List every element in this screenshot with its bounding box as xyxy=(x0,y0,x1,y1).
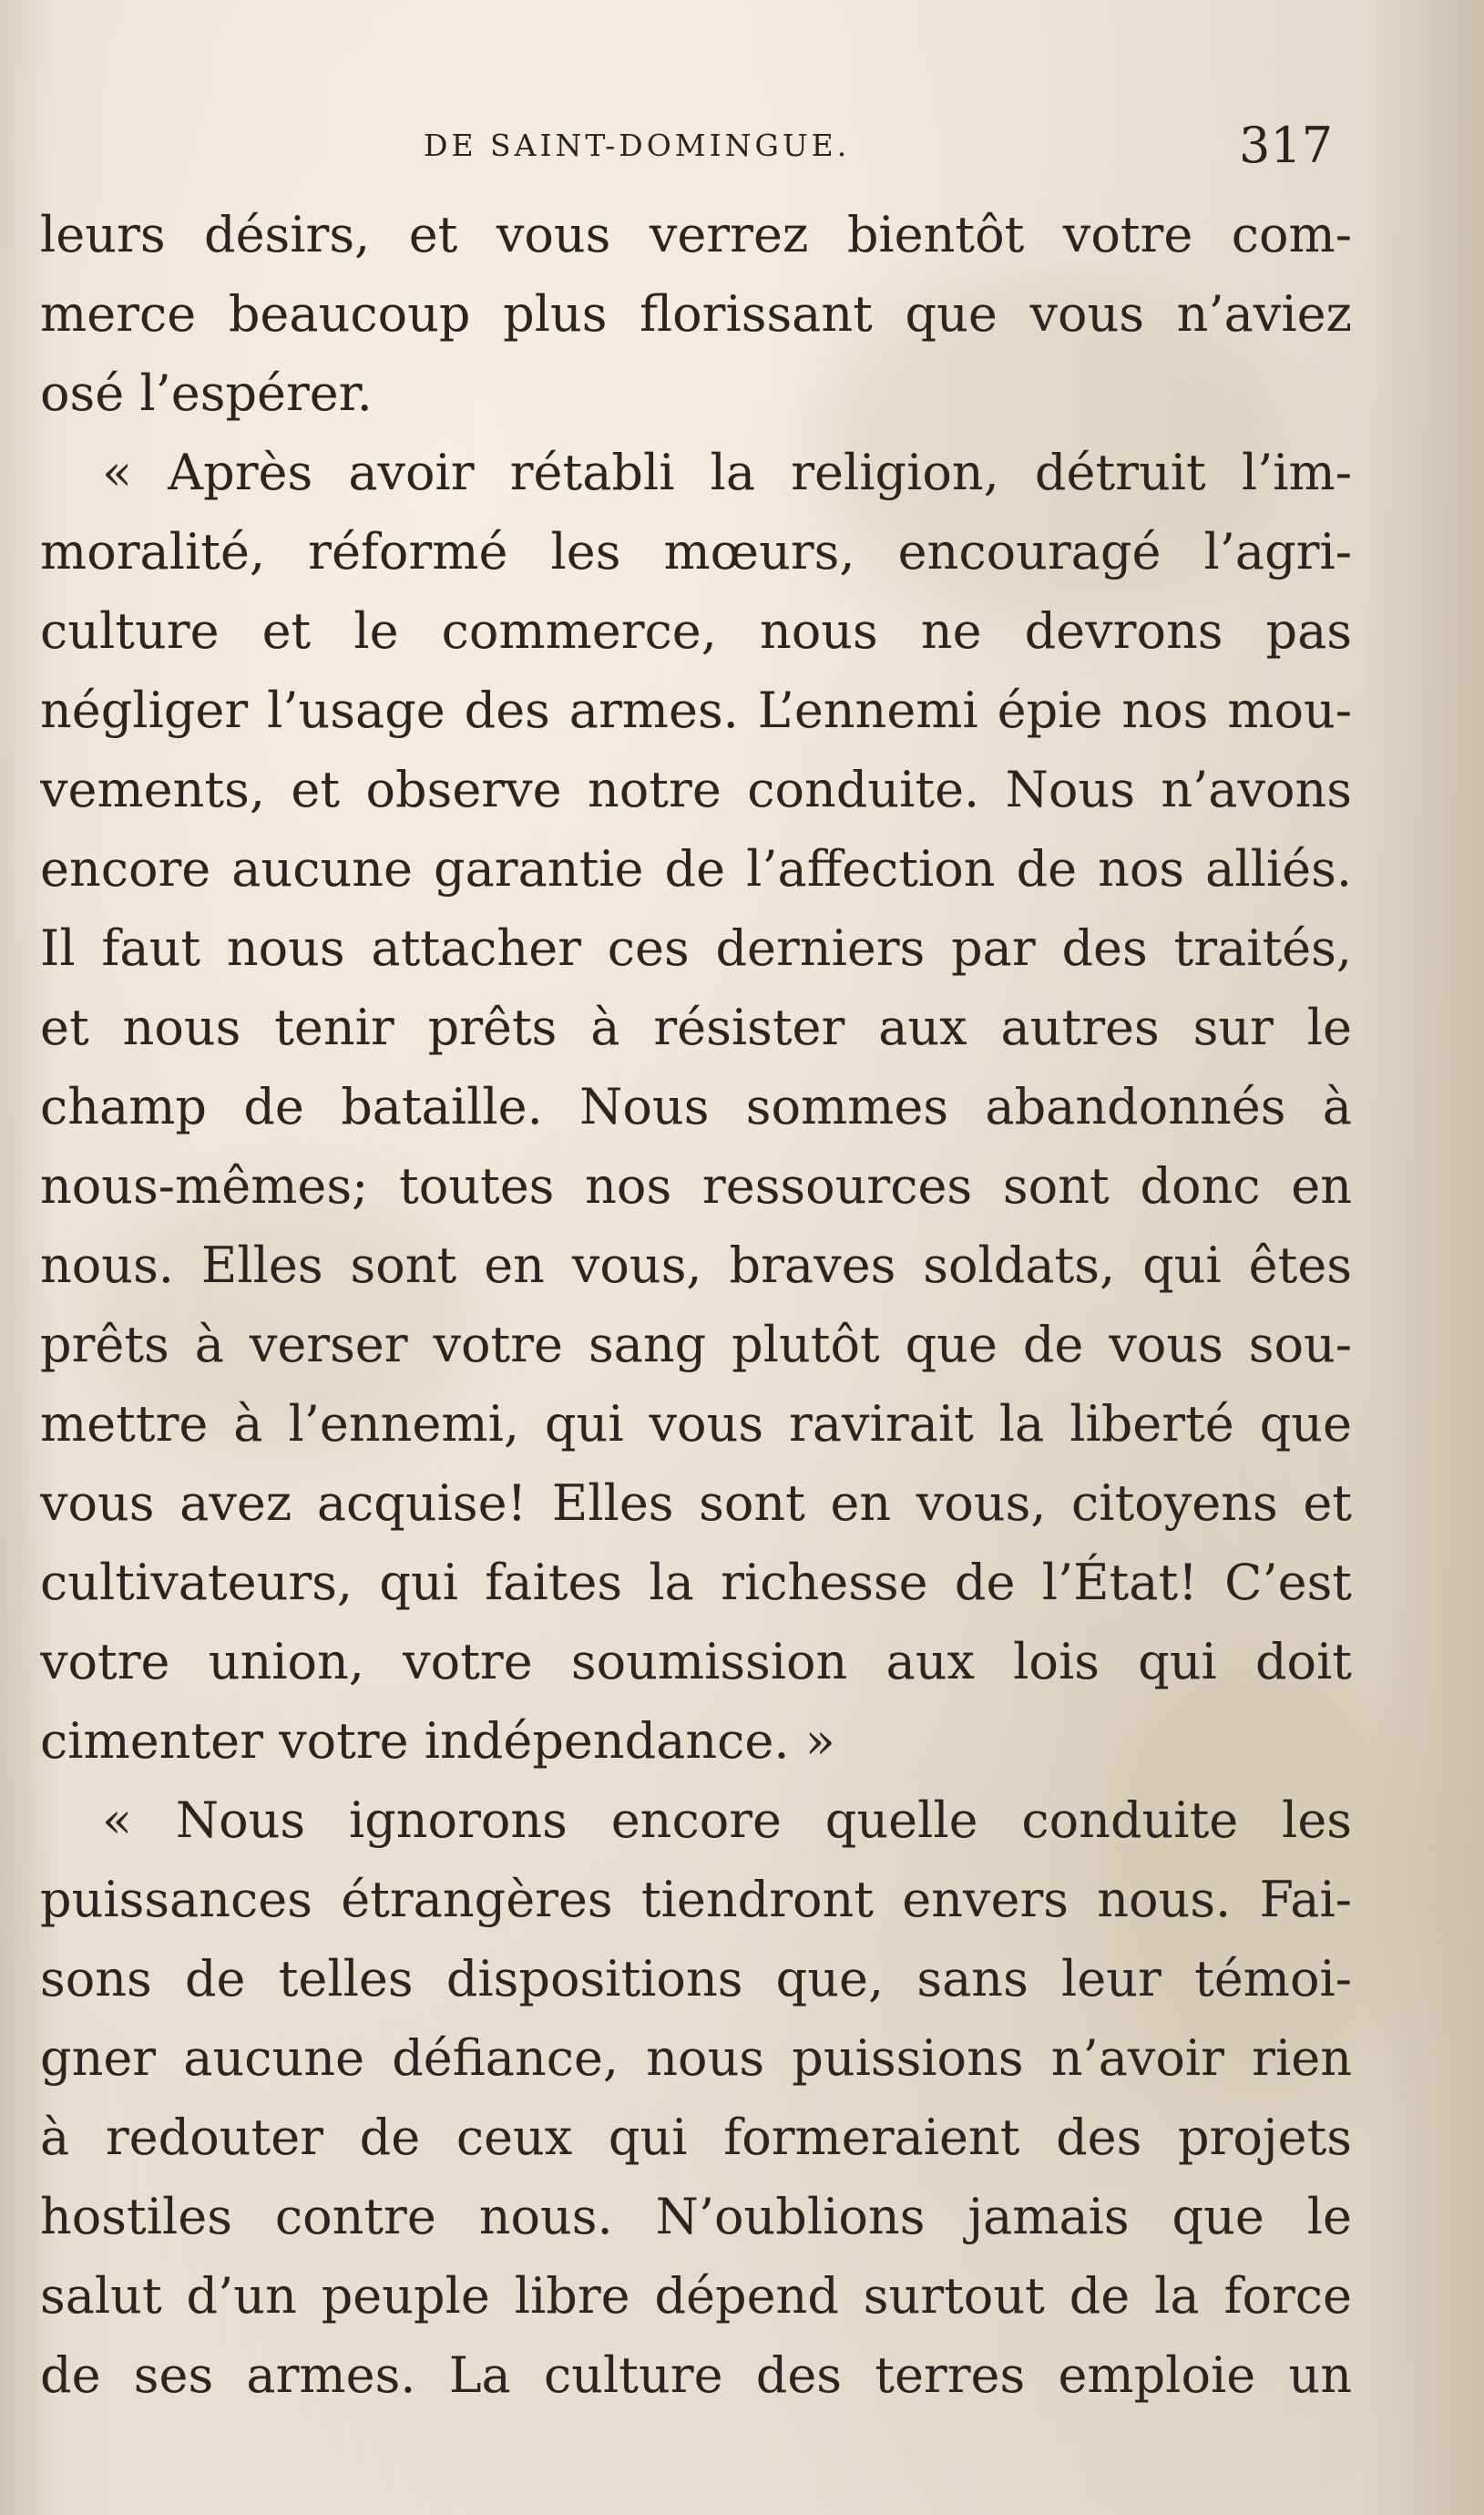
text-line: nous. Elles sont en vous, braves soldats, qui êtes xyxy=(40,1237,1352,1294)
text-line: salut d’un peuple libre dépend surtout de la force xyxy=(40,2267,1352,2325)
text-line: culture et le commerce, nous ne devrons pas xyxy=(40,602,1352,660)
text-line: de ses armes. La culture des terres emploie un xyxy=(40,2346,1352,2404)
text-line: « Après avoir rétabli la religion, détruit l’im- xyxy=(102,444,1352,501)
text-line: « Nous ignorons encore quelle conduite les xyxy=(102,1791,1352,1849)
text-line: osé l’espérer. xyxy=(40,364,373,422)
text-line: Il faut nous attacher ces derniers par des traités, xyxy=(40,919,1352,977)
text-line: gner aucune défiance, nous puissions n’avoir rien xyxy=(40,2029,1352,2087)
text-line: champ de bataille. Nous sommes abandonnés à xyxy=(40,1078,1352,1135)
text-line: sons de telles dispositions que, sans leur témoi- xyxy=(40,1950,1352,2007)
text-line: puissances étrangères tiendront envers nous. Fai- xyxy=(40,1871,1352,1928)
running-head: DE SAINT-DOMINGUE. xyxy=(424,128,851,163)
text-line: cultivateurs, qui faites la richesse de l’État! C’est xyxy=(40,1554,1352,1611)
text-line: moralité, réformé les mœurs, encouragé l’agri- xyxy=(40,523,1352,580)
text-line: encore aucune garantie de l’affection de nos alliés. xyxy=(40,840,1352,898)
text-line: vous avez acquise! Elles sont en vous, citoyens et xyxy=(40,1474,1352,1532)
page-number: 317 xyxy=(1239,117,1334,174)
text-line: et nous tenir prêts à résister aux autres sur le xyxy=(40,999,1352,1056)
text-line: négliger l’usage des armes. L’ennemi épie nos mou- xyxy=(40,682,1352,739)
text-line: vements, et observe notre conduite. Nous n’avons xyxy=(40,761,1352,818)
text-line: leurs désirs, et vous verrez bientôt votre com- xyxy=(40,206,1352,263)
page-header xyxy=(0,117,1484,180)
text-line: cimenter votre indépendance. » xyxy=(40,1712,835,1770)
text-line: mettre à l’ennemi, qui vous ravirait la liberté que xyxy=(40,1395,1352,1453)
text-line: nous-mêmes; toutes nos ressources sont donc en xyxy=(40,1157,1352,1215)
text-line: prêts à verser votre sang plutôt que de vous sou- xyxy=(40,1316,1352,1373)
text-line: merce beaucoup plus florissant que vous n’aviez xyxy=(40,285,1352,343)
text-line: hostiles contre nous. N’oublions jamais que le xyxy=(40,2188,1352,2245)
text-line: votre union, votre soumission aux lois qui doit xyxy=(40,1633,1352,1690)
text-line: à redouter de ceux qui formeraient des projets xyxy=(40,2109,1352,2166)
